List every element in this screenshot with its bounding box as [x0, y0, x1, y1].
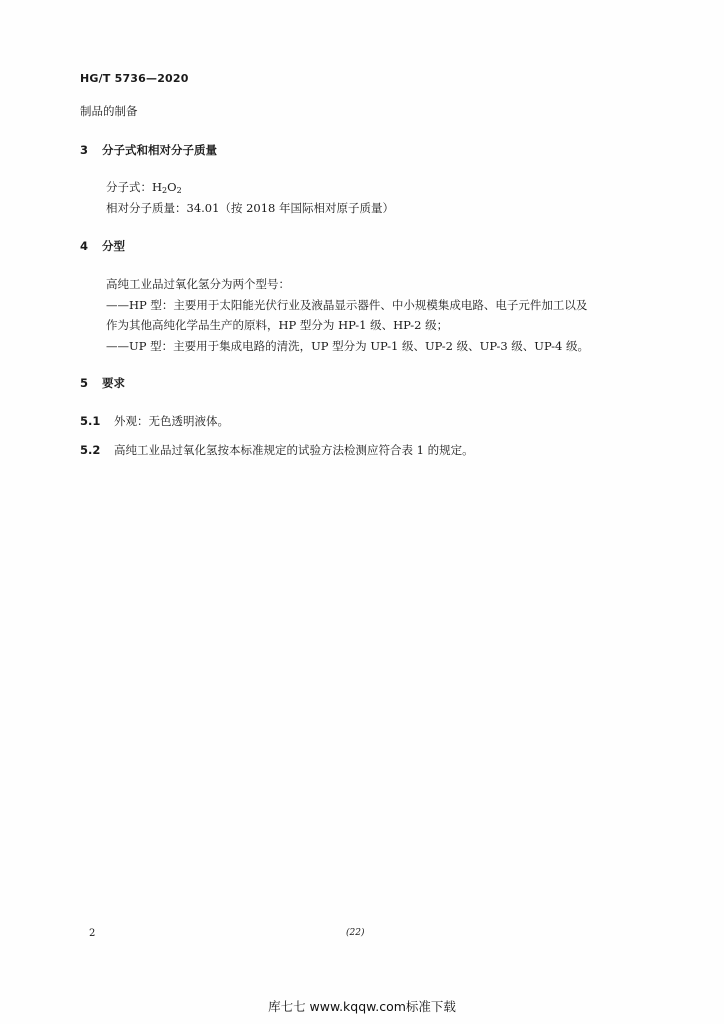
clause-5-1-number: 5.1	[80, 414, 101, 428]
standard-number: HG/T 5736—2020	[80, 72, 189, 85]
page-number: 2	[89, 928, 96, 939]
formula-h: H	[152, 180, 163, 194]
section-3-number: 3	[80, 143, 89, 157]
section-4-number: 4	[80, 239, 89, 253]
intro-line: 制品的制备	[80, 104, 138, 118]
watermark-text: 库七七 www.kqqw.com标准下载	[268, 999, 456, 1014]
clause-5-2-number: 5.2	[80, 443, 101, 457]
section-5-heading	[80, 376, 125, 390]
page-code: (22)	[346, 928, 365, 938]
hp-type-line-1: ——HP 型：主要用于太阳能光伏行业及液晶显示器件、中小规模集成电路、电子元件加工以及	[106, 298, 588, 312]
section-4-title: 分型	[102, 239, 125, 253]
formula-sub-1: 2	[162, 186, 168, 195]
up-type-line: ——UP 型：主要用于集成电路的清洗，UP 型分为 UP-1 级、UP-2 级、UP-3 级、UP-4 级。	[106, 339, 589, 353]
clause-5-1-text: 外观：无色透明液体。	[114, 414, 229, 428]
formula-label: 分子式：	[106, 180, 152, 194]
section-3-title: 分子式和相对分子质量	[102, 143, 217, 157]
section-4-intro: 高纯工业品过氧化氢分为两个型号：	[106, 277, 290, 291]
formula-sub-2: 2	[176, 186, 182, 195]
clause-5-1	[80, 414, 229, 428]
section-3-heading	[80, 143, 217, 157]
clause-5-2	[80, 443, 474, 457]
section-4-heading	[80, 239, 125, 253]
clause-5-2-text: 高纯工业品过氧化氢按本标准规定的试验方法检测应符合表 1 的规定。	[114, 443, 474, 457]
molecular-mass-line: 相对分子质量：34.01（按 2018 年国际相对原子质量）	[106, 201, 394, 215]
section-5-number: 5	[80, 376, 89, 390]
section-5-title: 要求	[102, 376, 125, 390]
formula-o: O	[167, 180, 177, 194]
formula-line	[106, 180, 182, 198]
hp-type-line-2: 作为其他高纯化学品生产的原料，HP 型分为 HP-1 级、HP-2 级；	[106, 318, 449, 332]
